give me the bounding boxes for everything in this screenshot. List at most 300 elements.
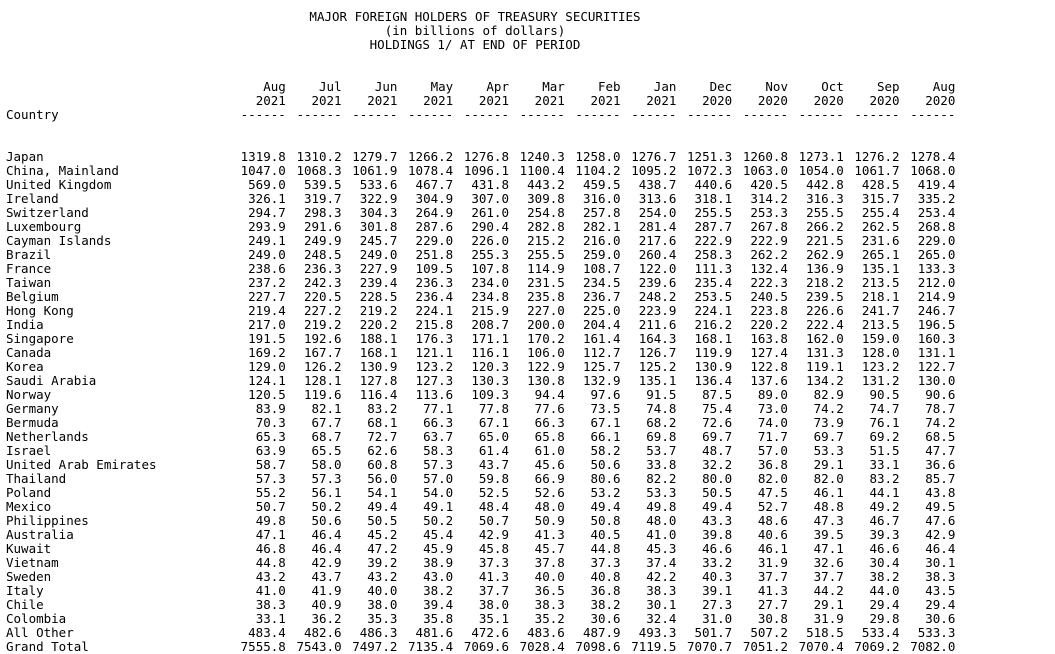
header-row xyxy=(6,80,955,122)
holding-value: 134.2 xyxy=(806,373,844,388)
holding-value: 442.8 xyxy=(806,177,844,192)
holding-value: 91.5 xyxy=(646,387,677,402)
holding-value: 236.3 xyxy=(415,275,454,290)
holding-value: 1319.8 xyxy=(240,149,286,164)
holding-value: 248.2 xyxy=(638,289,677,304)
header-underline: ------ xyxy=(519,107,565,122)
holding-value: 46.1 xyxy=(757,541,788,556)
holding-value: 287.6 xyxy=(415,219,454,234)
holding-value: 29.4 xyxy=(869,597,900,612)
holding-value: 113.6 xyxy=(415,387,454,402)
holding-value: 69.7 xyxy=(813,429,844,444)
holding-value: 73.5 xyxy=(590,401,621,416)
holding-value: 131.2 xyxy=(861,373,900,388)
holding-value: 204.4 xyxy=(582,317,621,332)
holding-value: 137.6 xyxy=(750,373,788,388)
holding-value: 260.4 xyxy=(638,247,677,262)
header-underline: ------ xyxy=(240,107,286,122)
table-row xyxy=(6,248,955,262)
country-name: Canada xyxy=(6,345,52,360)
holding-value: 254.8 xyxy=(527,205,565,220)
holding-value: 245.7 xyxy=(359,233,398,248)
holding-value: 440.6 xyxy=(694,177,733,192)
table-row xyxy=(6,332,955,346)
holding-value: 225.0 xyxy=(582,303,621,318)
holding-value: 314.2 xyxy=(750,191,788,206)
table-row xyxy=(6,234,955,248)
holding-value: 218.2 xyxy=(806,275,844,290)
holding-value: 49.2 xyxy=(869,499,900,514)
holding-value: 223.8 xyxy=(750,303,788,318)
table-row xyxy=(6,164,955,178)
holding-value: 120.3 xyxy=(471,359,509,374)
holding-value: 47.2 xyxy=(367,541,398,556)
holding-value: 43.2 xyxy=(367,569,398,584)
period-column-header xyxy=(732,80,788,122)
holding-value: 123.2 xyxy=(415,359,454,374)
holding-value: 123.2 xyxy=(861,359,900,374)
country-name: China, Mainland xyxy=(6,163,119,178)
table-row xyxy=(6,346,955,360)
holding-value: 44.8 xyxy=(590,541,621,556)
table-row xyxy=(6,584,955,598)
holding-value: 42.2 xyxy=(646,569,677,584)
holding-value: 226.0 xyxy=(471,233,509,248)
country-name: Hong Kong xyxy=(6,303,74,318)
holding-value: 45.2 xyxy=(367,527,398,542)
holding-value: 49.1 xyxy=(423,499,454,514)
header-underline: ------ xyxy=(910,107,956,122)
holding-value: 253.3 xyxy=(750,205,788,220)
holding-value: 49.8 xyxy=(646,499,677,514)
holding-value: 50.9 xyxy=(534,513,565,528)
period-month: Sep xyxy=(876,79,900,94)
holding-value: 1240.3 xyxy=(519,149,565,164)
country-name: Kuwait xyxy=(6,541,52,556)
country-name: Luxembourg xyxy=(6,219,82,234)
holding-value: 239.4 xyxy=(359,275,398,290)
holding-value: 1096.1 xyxy=(463,163,509,178)
table-row xyxy=(6,458,955,472)
table-row xyxy=(6,430,955,444)
holding-value: 127.8 xyxy=(359,373,398,388)
holding-value: 36.2 xyxy=(311,611,342,626)
holding-value: 222.9 xyxy=(694,233,733,248)
holding-value: 40.3 xyxy=(702,569,733,584)
holding-value: 237.2 xyxy=(248,275,286,290)
holding-value: 119.9 xyxy=(694,345,733,360)
holding-value: 539.5 xyxy=(303,177,342,192)
holding-value: 72.6 xyxy=(702,415,733,430)
table-row xyxy=(6,276,955,290)
holding-value: 39.5 xyxy=(813,527,844,542)
holding-value: 46.6 xyxy=(702,541,733,556)
period-year: 2021 xyxy=(311,93,342,108)
holding-value: 218.1 xyxy=(861,289,900,304)
holding-value: 7051.2 xyxy=(742,639,788,654)
holding-value: 130.9 xyxy=(359,359,398,374)
holding-value: 46.7 xyxy=(869,513,900,528)
table-row xyxy=(6,388,955,402)
holding-value: 163.8 xyxy=(750,331,788,346)
holding-value: 136.4 xyxy=(694,373,733,388)
holding-value: 42.9 xyxy=(925,527,956,542)
table-row xyxy=(6,542,955,556)
holding-value: 38.0 xyxy=(478,597,509,612)
holding-value: 30.1 xyxy=(925,555,956,570)
holding-value: 122.7 xyxy=(917,359,956,374)
table-row xyxy=(6,304,955,318)
holding-value: 301.8 xyxy=(359,219,398,234)
period-column-header xyxy=(621,80,677,122)
holding-value: 255.3 xyxy=(471,247,509,262)
holding-value: 47.1 xyxy=(813,541,844,556)
holding-value: 78.7 xyxy=(925,401,956,416)
holding-value: 217.0 xyxy=(248,317,286,332)
holding-value: 43.0 xyxy=(423,569,454,584)
holding-value: 261.0 xyxy=(471,205,509,220)
holding-value: 83.9 xyxy=(255,401,286,416)
holding-value: 29.1 xyxy=(813,457,844,472)
holding-value: 54.1 xyxy=(367,485,398,500)
table-row xyxy=(6,206,955,220)
period-month: Jul xyxy=(319,79,342,94)
holding-value: 316.3 xyxy=(806,191,844,206)
holding-value: 135.1 xyxy=(638,373,677,388)
holding-value: 133.3 xyxy=(917,261,956,276)
holding-value: 57.0 xyxy=(757,443,788,458)
holding-value: 48.4 xyxy=(478,499,509,514)
holding-value: 1078.4 xyxy=(408,163,454,178)
header-underline: ------ xyxy=(742,107,788,122)
holding-value: 43.3 xyxy=(702,513,733,528)
holding-value: 467.7 xyxy=(415,177,454,192)
holding-value: 31.9 xyxy=(757,555,788,570)
table-row xyxy=(6,612,955,626)
table-row xyxy=(6,472,955,486)
holding-value: 58.7 xyxy=(255,457,286,472)
header-underline: ------ xyxy=(575,107,621,122)
holding-value: 53.3 xyxy=(813,443,844,458)
holding-value: 168.1 xyxy=(359,345,398,360)
report-subtitle: HOLDINGS 1/ AT END OF PERIOD xyxy=(369,37,581,52)
holding-value: 45.4 xyxy=(423,527,454,542)
holding-value: 50.7 xyxy=(478,513,509,528)
header-underline: ------ xyxy=(631,107,677,122)
holding-value: 58.3 xyxy=(423,443,454,458)
holding-value: 38.2 xyxy=(590,597,621,612)
holding-value: 486.3 xyxy=(359,625,398,640)
holding-value: 262.2 xyxy=(750,247,788,262)
holding-value: 35.3 xyxy=(367,611,398,626)
country-name: Singapore xyxy=(6,331,74,346)
report-units: (in billions of dollars) xyxy=(384,23,566,38)
holding-value: 57.3 xyxy=(311,471,342,486)
header-underline: ------ xyxy=(854,107,900,122)
table-row xyxy=(6,416,955,430)
holding-value: 62.6 xyxy=(367,443,398,458)
holding-value: 37.8 xyxy=(534,555,565,570)
holding-value: 483.6 xyxy=(527,625,565,640)
holding-value: 69.7 xyxy=(702,429,733,444)
holding-value: 255.5 xyxy=(806,205,844,220)
holding-value: 49.8 xyxy=(255,513,286,528)
holding-value: 1279.7 xyxy=(352,149,398,164)
country-name: Sweden xyxy=(6,569,52,584)
period-column-header xyxy=(788,80,844,122)
holding-value: 53.2 xyxy=(590,485,621,500)
holding-value: 318.1 xyxy=(694,191,733,206)
holding-value: 122.8 xyxy=(750,359,788,374)
period-month: Jan xyxy=(653,79,677,94)
holding-value: 48.0 xyxy=(534,499,565,514)
holding-value: 48.0 xyxy=(646,513,677,528)
country-name: Italy xyxy=(6,583,44,598)
holding-value: 259.0 xyxy=(582,247,621,262)
holding-value: 46.1 xyxy=(813,485,844,500)
period-month: Oct xyxy=(821,79,844,94)
country-name: Vietnam xyxy=(6,555,59,570)
holding-value: 46.4 xyxy=(925,541,956,556)
holding-value: 262.5 xyxy=(861,219,900,234)
holding-value: 249.0 xyxy=(248,247,286,262)
period-year: 2021 xyxy=(367,93,398,108)
table-row xyxy=(6,640,955,654)
holding-value: 40.6 xyxy=(757,527,788,542)
holding-value: 66.9 xyxy=(534,471,565,486)
holding-value: 41.0 xyxy=(255,583,286,598)
header-underline: ------ xyxy=(798,107,844,122)
holding-value: 298.3 xyxy=(303,205,342,220)
period-column-header xyxy=(509,80,565,122)
holding-value: 48.7 xyxy=(702,443,733,458)
holding-value: 176.3 xyxy=(415,331,454,346)
holding-value: 481.6 xyxy=(415,625,454,640)
holding-value: 46.6 xyxy=(869,541,900,556)
holding-value: 282.8 xyxy=(527,219,565,234)
holding-value: 222.9 xyxy=(750,233,788,248)
holding-value: 49.5 xyxy=(925,499,956,514)
holding-value: 266.2 xyxy=(806,219,844,234)
header-underline: ------ xyxy=(463,107,509,122)
holding-value: 90.6 xyxy=(925,387,956,402)
holding-value: 130.9 xyxy=(694,359,733,374)
country-name: Taiwan xyxy=(6,275,52,290)
table-row xyxy=(6,178,955,192)
holding-value: 38.3 xyxy=(646,583,677,598)
holding-value: 83.2 xyxy=(367,401,398,416)
holding-value: 36.6 xyxy=(925,457,956,472)
holding-value: 41.3 xyxy=(478,569,509,584)
holding-value: 39.2 xyxy=(367,555,398,570)
holding-value: 235.8 xyxy=(527,289,565,304)
holding-value: 487.9 xyxy=(582,625,621,640)
holding-value: 38.2 xyxy=(869,569,900,584)
holding-value: 30.1 xyxy=(646,597,677,612)
country-name: Mexico xyxy=(6,499,52,514)
holding-value: 37.7 xyxy=(478,583,509,598)
period-month: Dec xyxy=(709,79,733,94)
holding-value: 307.0 xyxy=(471,191,509,206)
country-name: Cayman Islands xyxy=(6,233,112,248)
holding-value: 65.3 xyxy=(255,429,286,444)
holding-value: 253.4 xyxy=(917,205,956,220)
period-year: 2021 xyxy=(423,93,454,108)
holding-value: 265.1 xyxy=(861,247,900,262)
holding-value: 40.0 xyxy=(534,569,565,584)
period-month: Feb xyxy=(598,79,621,94)
holding-value: 44.8 xyxy=(255,555,286,570)
holding-value: 47.5 xyxy=(757,485,788,500)
holding-value: 293.9 xyxy=(248,219,286,234)
holding-value: 82.1 xyxy=(311,401,342,416)
holding-value: 58.2 xyxy=(590,443,621,458)
holding-value: 83.2 xyxy=(869,471,900,486)
holding-value: 50.5 xyxy=(702,485,733,500)
holding-value: 219.2 xyxy=(303,317,342,332)
country-name: Israel xyxy=(6,443,52,458)
holding-value: 1260.8 xyxy=(742,149,788,164)
period-year: 2021 xyxy=(255,93,286,108)
holding-value: 51.5 xyxy=(869,443,900,458)
holding-value: 90.5 xyxy=(869,387,900,402)
holding-value: 167.7 xyxy=(303,345,342,360)
country-name: Poland xyxy=(6,485,52,500)
holding-value: 57.0 xyxy=(423,471,454,486)
holding-value: 126.7 xyxy=(638,345,677,360)
holding-value: 335.2 xyxy=(917,191,956,206)
holding-value: 1072.3 xyxy=(687,163,733,178)
holding-value: 262.9 xyxy=(806,247,844,262)
period-year: 2020 xyxy=(757,93,788,108)
period-year: 2020 xyxy=(925,93,956,108)
holding-value: 44.2 xyxy=(813,583,844,598)
period-year: 2021 xyxy=(590,93,621,108)
holding-value: 472.6 xyxy=(471,625,509,640)
holding-value: 291.6 xyxy=(303,219,342,234)
holding-value: 50.2 xyxy=(311,499,342,514)
holding-value: 501.7 xyxy=(694,625,733,640)
holding-value: 242.3 xyxy=(303,275,342,290)
holding-value: 107.8 xyxy=(471,261,509,276)
holding-value: 41.9 xyxy=(311,583,342,598)
holding-value: 45.9 xyxy=(423,541,454,556)
period-month: Apr xyxy=(486,79,509,94)
table-row xyxy=(6,262,955,276)
holding-value: 116.1 xyxy=(471,345,509,360)
header-underline: ------ xyxy=(687,107,733,122)
holding-value: 290.4 xyxy=(471,219,509,234)
holding-value: 112.7 xyxy=(582,345,621,360)
holding-value: 220.2 xyxy=(750,317,788,332)
holding-value: 255.4 xyxy=(861,205,900,220)
holding-value: 1095.2 xyxy=(631,163,677,178)
holding-value: 41.3 xyxy=(534,527,565,542)
holding-value: 227.2 xyxy=(303,303,342,318)
period-column-header xyxy=(453,80,509,122)
holding-value: 27.7 xyxy=(757,597,788,612)
period-column-header xyxy=(565,80,621,122)
holding-value: 1251.3 xyxy=(687,149,733,164)
table-row xyxy=(6,528,955,542)
holding-value: 53.3 xyxy=(646,485,677,500)
holding-value: 228.5 xyxy=(359,289,398,304)
holding-value: 42.9 xyxy=(311,555,342,570)
holding-value: 1068.0 xyxy=(910,163,956,178)
holding-value: 7555.8 xyxy=(240,639,286,654)
country-name: Chile xyxy=(6,597,44,612)
table-row xyxy=(6,500,955,514)
holding-value: 82.9 xyxy=(813,387,844,402)
holding-value: 49.4 xyxy=(590,499,621,514)
holding-value: 46.4 xyxy=(311,527,342,542)
holding-value: 170.2 xyxy=(527,331,565,346)
holding-value: 1063.0 xyxy=(742,163,788,178)
holding-value: 37.3 xyxy=(478,555,509,570)
table-row xyxy=(6,374,955,388)
holding-value: 196.5 xyxy=(917,317,956,332)
holding-value: 74.2 xyxy=(925,415,956,430)
holding-value: 257.8 xyxy=(582,205,621,220)
holding-value: 74.7 xyxy=(869,401,900,416)
holding-value: 420.5 xyxy=(750,177,788,192)
holding-value: 241.7 xyxy=(861,303,900,318)
holding-value: 287.7 xyxy=(694,219,733,234)
holding-value: 71.7 xyxy=(757,429,788,444)
holding-value: 236.3 xyxy=(303,261,342,276)
holding-value: 220.5 xyxy=(303,289,342,304)
holding-value: 128.0 xyxy=(861,345,900,360)
holding-value: 48.6 xyxy=(757,513,788,528)
holding-value: 249.1 xyxy=(248,233,286,248)
holding-value: 214.9 xyxy=(917,289,956,304)
holding-value: 1061.9 xyxy=(352,163,398,178)
holding-value: 1273.1 xyxy=(798,149,844,164)
holding-value: 128.1 xyxy=(303,373,342,388)
holding-value: 60.8 xyxy=(367,457,398,472)
holding-value: 235.4 xyxy=(694,275,733,290)
holding-value: 36.8 xyxy=(590,583,621,598)
holding-value: 45.7 xyxy=(534,541,565,556)
holding-value: 159.0 xyxy=(861,331,900,346)
holding-value: 192.6 xyxy=(303,331,342,346)
holding-value: 215.8 xyxy=(415,317,454,332)
holding-value: 119.6 xyxy=(303,387,342,402)
country-name: Korea xyxy=(6,359,44,374)
country-name: Philippines xyxy=(6,513,89,528)
holding-value: 38.3 xyxy=(255,597,286,612)
holding-value: 322.9 xyxy=(359,191,398,206)
holding-value: 221.5 xyxy=(806,233,844,248)
holding-value: 56.1 xyxy=(311,485,342,500)
holding-value: 169.2 xyxy=(248,345,286,360)
holding-value: 61.4 xyxy=(478,443,509,458)
holding-value: 45.8 xyxy=(478,541,509,556)
holding-value: 43.7 xyxy=(478,457,509,472)
holding-value: 1278.4 xyxy=(910,149,956,164)
country-name: Switzerland xyxy=(6,205,89,220)
holding-value: 97.6 xyxy=(590,387,621,402)
table-row xyxy=(6,570,955,584)
holding-value: 1054.0 xyxy=(798,163,844,178)
holding-value: 50.8 xyxy=(590,513,621,528)
holding-value: 82.0 xyxy=(757,471,788,486)
holding-value: 46.4 xyxy=(311,541,342,556)
holding-value: 7028.4 xyxy=(519,639,565,654)
holding-value: 268.8 xyxy=(917,219,956,234)
table-row xyxy=(6,318,955,332)
holding-value: 122.0 xyxy=(638,261,677,276)
